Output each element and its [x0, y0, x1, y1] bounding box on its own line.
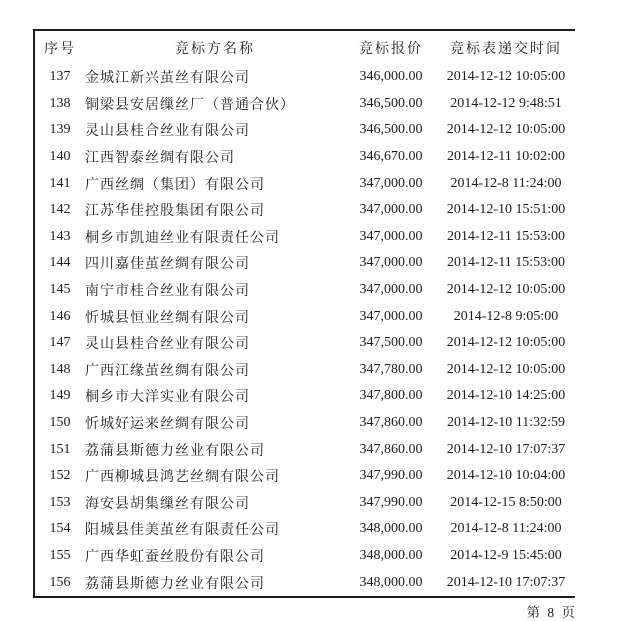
cell-bid-price: 347,000.00 [359, 308, 423, 324]
cell-seq: 155 [49, 547, 71, 563]
cell-submit-time: 2014-12-10 14:25:00 [446, 388, 566, 404]
cell-bidder-name: 海安县胡集缫丝有限公司 [85, 496, 250, 512]
cell-bid-price: 347,860.00 [359, 415, 423, 431]
cell-bid-price: 346,670.00 [359, 149, 423, 165]
cell-submit-time: 2014-12-11 10:02:00 [446, 149, 566, 165]
cell-bidder-name: 忻城县恒业丝绸有限公司 [85, 310, 250, 326]
cell-seq: 148 [49, 361, 71, 377]
cell-submit-time: 2014-12-11 15:53:00 [446, 228, 566, 244]
table-row [35, 543, 575, 570]
table-row [35, 117, 575, 144]
table-row [35, 224, 575, 251]
cell-seq: 143 [49, 228, 71, 244]
cell-submit-time: 2014-12-10 10:04:00 [446, 468, 566, 484]
cell-bid-price: 346,500.00 [359, 122, 423, 138]
cell-bid-price: 347,800.00 [359, 388, 423, 404]
cell-seq: 147 [49, 335, 71, 351]
table-header-row [35, 31, 575, 64]
table-row [35, 436, 575, 463]
page-number: 第 8 页 [526, 605, 577, 620]
table-row [35, 197, 575, 224]
table-row [35, 303, 575, 330]
table-row [35, 64, 575, 91]
cell-seq: 156 [49, 574, 71, 590]
cell-bidder-name: 灵山县桂合丝业有限公司 [85, 124, 250, 140]
cell-bid-price: 347,500.00 [359, 335, 423, 351]
cell-bid-price: 347,000.00 [359, 202, 423, 218]
cell-bidder-name: 广西江缘茧丝绸有限公司 [85, 363, 250, 379]
cell-submit-time: 2014-12-12 10:05:00 [446, 122, 566, 138]
cell-bid-price: 347,860.00 [359, 441, 423, 457]
table-row [35, 383, 575, 410]
cell-bid-price: 348,000.00 [359, 574, 423, 590]
cell-bidder-name: 江苏华佳控股集团有限公司 [85, 204, 265, 220]
cell-submit-time: 2014-12-8 11:24:00 [450, 175, 562, 191]
cell-bid-price: 347,000.00 [359, 175, 423, 191]
cell-bidder-name: 广西华虹蚕丝股份有限公司 [85, 549, 265, 565]
cell-submit-time: 2014-12-10 17:07:37 [446, 574, 566, 590]
cell-bid-price: 347,990.00 [359, 494, 423, 510]
cell-bid-price: 347,990.00 [359, 468, 423, 484]
header-bid-price: 竞标报价 [359, 41, 423, 57]
cell-seq: 139 [49, 122, 71, 138]
cell-bid-price: 348,000.00 [359, 547, 423, 563]
table-row [35, 516, 575, 543]
cell-bidder-name: 荔蒲县斯德力丝业有限公司 [85, 443, 265, 459]
table-row [35, 330, 575, 357]
cell-seq: 145 [49, 282, 71, 298]
cell-submit-time: 2014-12-8 9:05:00 [453, 308, 559, 324]
cell-bidder-name: 桐乡市凯迪丝业有限责任公司 [85, 230, 280, 246]
table-row [35, 277, 575, 304]
cell-submit-time: 2014-12-9 15:45:00 [450, 547, 562, 563]
cell-seq: 146 [49, 308, 71, 324]
cell-bidder-name: 江西智泰丝绸有限公司 [85, 151, 235, 167]
header-submit-time: 竞标表递交时间 [450, 41, 562, 57]
cell-bidder-name: 四川嘉佳茧丝绸有限公司 [85, 257, 250, 273]
cell-bidder-name: 金城江新兴茧丝有限公司 [85, 71, 250, 87]
table-row [35, 569, 575, 596]
table-row [35, 357, 575, 384]
cell-seq: 138 [49, 95, 71, 111]
cell-bid-price: 347,000.00 [359, 228, 423, 244]
table-row [35, 170, 575, 197]
cell-submit-time: 2014-12-12 10:05:00 [446, 282, 566, 298]
table-row [35, 144, 575, 171]
cell-bid-price: 348,000.00 [359, 521, 423, 537]
cell-bid-price: 346,500.00 [359, 95, 423, 111]
table-row [35, 490, 575, 517]
cell-submit-time: 2014-12-12 10:05:00 [446, 335, 566, 351]
cell-seq: 142 [49, 202, 71, 218]
cell-bid-price: 346,000.00 [359, 69, 423, 85]
cell-submit-time: 2014-12-12 10:05:00 [446, 361, 566, 377]
cell-seq: 144 [49, 255, 71, 271]
cell-bidder-name: 荔蒲县斯德力丝业有限公司 [85, 576, 265, 592]
cell-bid-price: 347,000.00 [359, 282, 423, 298]
cell-bidder-name: 南宁市桂合丝业有限公司 [85, 284, 250, 300]
cell-seq: 152 [49, 468, 71, 484]
cell-bidder-name: 广西柳城县鸿艺丝绸有限公司 [85, 470, 280, 486]
cell-bidder-name: 灵山县桂合丝业有限公司 [85, 337, 250, 353]
cell-seq: 140 [49, 149, 71, 165]
cell-seq: 149 [49, 388, 71, 404]
cell-seq: 151 [49, 441, 71, 457]
cell-submit-time: 2014-12-8 11:24:00 [450, 521, 562, 537]
cell-submit-time: 2014-12-10 11:32:59 [446, 415, 566, 431]
cell-bidder-name: 桐乡市大洋实业有限公司 [85, 390, 250, 406]
cell-bidder-name: 广西丝绸（集团）有限公司 [85, 177, 265, 193]
cell-submit-time: 2014-12-15 8:50:00 [450, 494, 562, 510]
cell-bid-price: 347,000.00 [359, 255, 423, 271]
bid-results-table [33, 29, 575, 598]
cell-bidder-name: 忻城好运来丝绸有限公司 [85, 417, 250, 433]
table-row [35, 91, 575, 118]
cell-seq: 137 [49, 69, 71, 85]
cell-seq: 141 [49, 175, 71, 191]
cell-bidder-name: 阳城县佳美茧丝有限责任公司 [85, 523, 280, 539]
header-seq: 序号 [44, 41, 76, 57]
cell-seq: 154 [49, 521, 71, 537]
cell-submit-time: 2014-12-10 15:51:00 [446, 202, 566, 218]
header-bidder-name: 竞标方名称 [175, 41, 255, 57]
table-row [35, 463, 575, 490]
cell-seq: 150 [49, 415, 71, 431]
cell-bidder-name: 铜梁县安居缫丝厂（普通合伙） [85, 97, 295, 113]
cell-submit-time: 2014-12-11 15:53:00 [446, 255, 566, 271]
cell-seq: 153 [49, 494, 71, 510]
cell-submit-time: 2014-12-10 17:07:37 [446, 441, 566, 457]
cell-submit-time: 2014-12-12 9:48:51 [450, 95, 562, 111]
table-row [35, 410, 575, 437]
cell-bid-price: 347,780.00 [359, 361, 423, 377]
cell-submit-time: 2014-12-12 10:05:00 [446, 69, 566, 85]
table-row [35, 250, 575, 277]
